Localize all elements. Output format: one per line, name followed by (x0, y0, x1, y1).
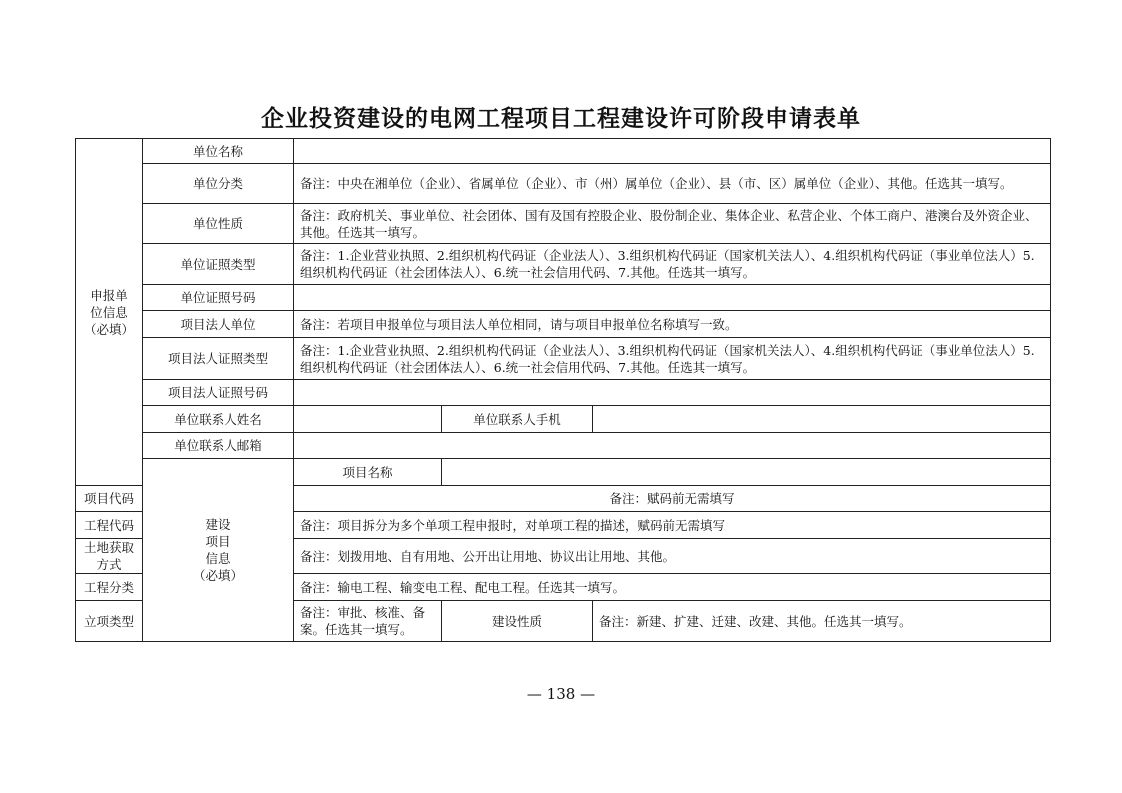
engineering-type-field[interactable]: 备注：输电工程、输变电工程、配电工程。任选其一填写。 (294, 574, 1051, 601)
project-code-field[interactable]: 备注：赋码前无需填写 (294, 486, 1051, 512)
row-legal-cert-type (76, 338, 1051, 380)
row-contact (76, 406, 1051, 433)
legal-unit-field[interactable]: 备注：若项目申报单位与项目法人单位相同，请与项目申报单位名称填写一致。 (294, 311, 1051, 338)
legal-unit-label: 项目法人单位 (143, 311, 294, 338)
section-label-line: （必填） (192, 568, 243, 583)
section-applicant-info (76, 139, 143, 486)
section-label-line: 项目 (205, 534, 231, 549)
legal-cert-no-label: 项目法人证照号码 (143, 380, 294, 406)
unit-cert-type-field[interactable]: 备注：1.企业营业执照、2.组织机构代码证（企业法人）、3.组织机构代码证（国家机关法人）、4.组织机构代码证（事业单位法人）5.组织机构代码证（社会团体法人）、6.统一社会信用代码、7.其他。任选其一填写。 (294, 244, 1051, 285)
section-label-line: 建设 (205, 517, 231, 532)
legal-cert-no-field[interactable] (294, 380, 1051, 406)
construction-nature-field[interactable]: 备注：新建、扩建、迁建、改建、其他。任选其一填写。 (593, 601, 1051, 642)
unit-nature-field[interactable]: 备注：政府机关、事业单位、社会团体、国有及国有控股企业、股份制企业、集体企业、私营企业、个体工商户、港澳台及外资企业、其他。任选其一填写。 (294, 204, 1051, 244)
page-number: — 138 — (526, 685, 596, 703)
unit-cert-no-label: 单位证照号码 (143, 285, 294, 311)
row-unit-name (76, 139, 1051, 164)
approval-type-field[interactable]: 备注：审批、核准、备案。任选其一填写。 (294, 601, 442, 642)
engineering-code-field[interactable]: 备注：项目拆分为多个单项工程申报时，对单项工程的描述，赋码前无需填写 (294, 512, 1051, 539)
section-label-line: 申报单 (90, 287, 128, 303)
unit-category-field[interactable]: 备注：中央在湘单位（企业）、省属单位（企业）、市（州）属单位（企业）、县（市、区）属单位（企业）、其他。任选其一填写。 (294, 164, 1051, 204)
row-unit-category (76, 164, 1051, 204)
contact-email-label: 单位联系人邮箱 (143, 433, 294, 459)
section-project-info (143, 459, 294, 642)
section-label-line: 位信息 (90, 304, 128, 320)
construction-nature-label: 建设性质 (442, 601, 593, 642)
row-unit-nature (76, 204, 1051, 244)
section-label-line: （必填） (83, 321, 134, 337)
unit-category-label: 单位分类 (143, 164, 294, 204)
row-project-name (76, 459, 1051, 486)
project-code-label: 项目代码 (76, 486, 143, 512)
contact-name-field[interactable] (294, 406, 442, 433)
land-method-label: 土地获取方式 (76, 539, 143, 574)
contact-phone-label: 单位联系人手机 (442, 406, 593, 433)
unit-name-label: 单位名称 (143, 139, 294, 164)
land-method-field[interactable]: 备注：划拨用地、自有用地、公开出让用地、协议出让用地、其他。 (294, 539, 1051, 574)
project-name-field[interactable] (442, 459, 1051, 486)
page-title: 企业投资建设的电网工程项目工程建设许可阶段申请表单 (261, 105, 861, 132)
section-label-line: 信息 (205, 551, 231, 566)
contact-phone-field[interactable] (593, 406, 1051, 433)
engineering-code-label: 工程代码 (76, 512, 143, 539)
unit-cert-type-label: 单位证照类型 (143, 244, 294, 285)
row-legal-unit (76, 311, 1051, 338)
contact-email-field[interactable] (294, 433, 1051, 459)
row-contact-email (76, 433, 1051, 459)
project-name-label: 项目名称 (294, 459, 442, 486)
legal-cert-type-field[interactable]: 备注：1.企业营业执照、2.组织机构代码证（企业法人）、3.组织机构代码证（国家机关法人）、4.组织机构代码证（事业单位法人）5.组织机构代码证（社会团体法人）、6.统一社会信用代码、7.其他。任选其一填写。 (294, 338, 1051, 380)
unit-cert-no-field[interactable] (294, 285, 1051, 311)
unit-name-field[interactable] (294, 139, 1051, 164)
application-form-table (75, 138, 1051, 642)
row-legal-cert-no (76, 380, 1051, 406)
legal-cert-type-label: 项目法人证照类型 (143, 338, 294, 380)
row-unit-cert-type (76, 244, 1051, 285)
contact-name-label: 单位联系人姓名 (143, 406, 294, 433)
engineering-type-label: 工程分类 (76, 574, 143, 601)
approval-type-label: 立项类型 (76, 601, 143, 642)
unit-nature-label: 单位性质 (143, 204, 294, 244)
row-unit-cert-no (76, 285, 1051, 311)
